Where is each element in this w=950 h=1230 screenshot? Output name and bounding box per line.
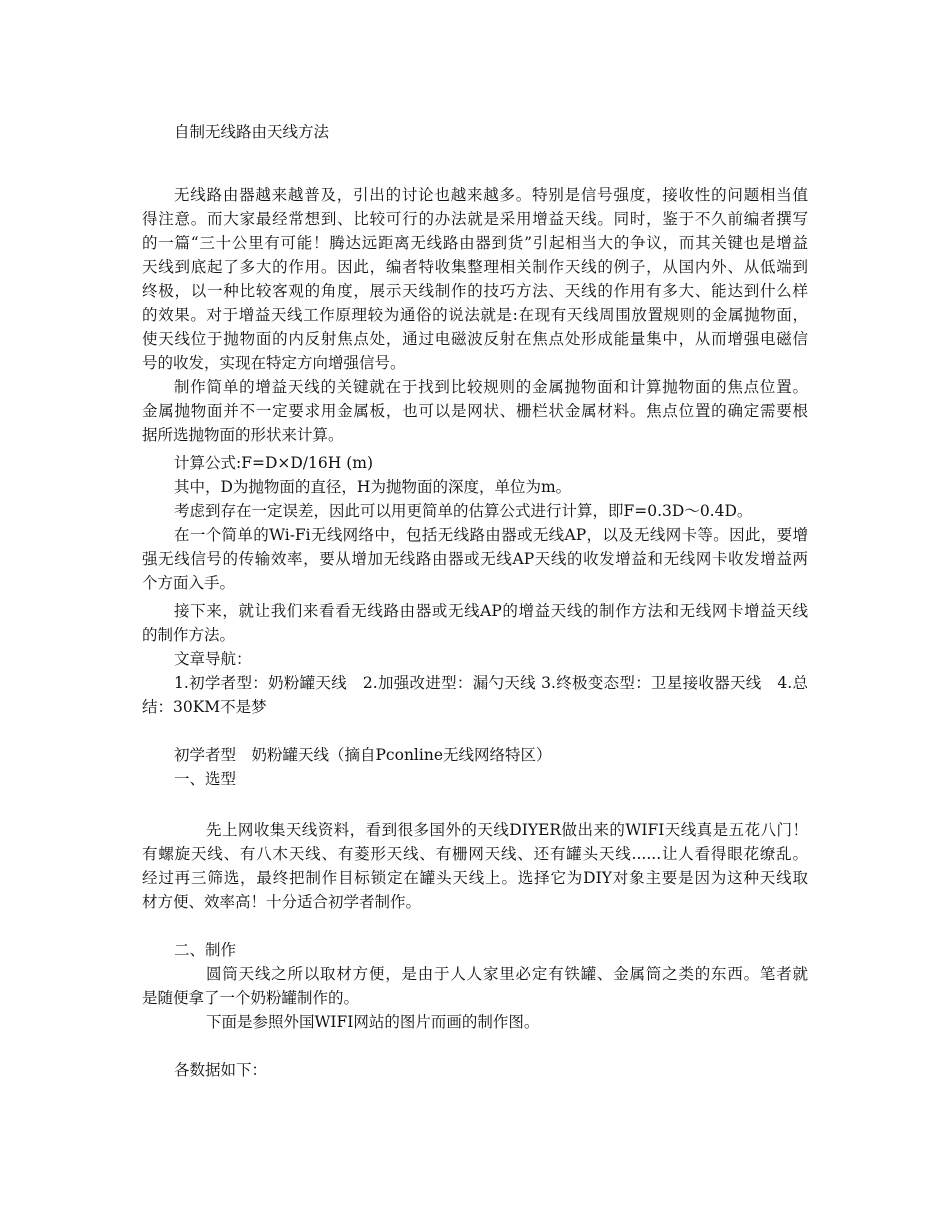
intro-line: 使天线位于抛物面的内反射焦点处，通过电磁波反射在焦点处形成能量集中，从而增强电磁信 — [142, 330, 808, 348]
paragraph-line: 有螺旋天线、有八木天线、有菱形天线、有栅网天线、还有罐头天线......让人看得眼花缭乱。 — [142, 845, 808, 863]
paragraph-line: 是随便拿了一个奶粉罐制作的。 — [142, 989, 360, 1007]
paragraph-line: 个方面入手。 — [142, 574, 236, 592]
paragraph-line: 金属抛物面并不一定要求用金属板，也可以是网状、栅栏状金属材料。焦点位置的确定需要根 — [142, 402, 808, 420]
section-subtitle: 一、选型 — [174, 770, 237, 788]
paragraph-line: 接下来，就让我们来看看无线路由器或无线AP的增益天线的制作方法和无线网卡增益天线 — [174, 602, 808, 620]
nav-title: 文章导航： — [174, 650, 252, 668]
nav-line: 结：30KM不是梦 — [142, 698, 267, 716]
paragraph-line: 先上网收集天线资料，看到很多国外的天线DIYER做出来的WIFI天线真是五花八门！ — [206, 821, 808, 839]
intro-line: 终极，以一种比较客观的角度，展示天线制作的技巧方法、天线的作用有多大、能达到什么样 — [142, 282, 808, 300]
data-heading: 各数据如下： — [174, 1061, 268, 1079]
estimate-text: 考虑到存在一定误差，因此可以用更简单的估算公式进行计算，即F=0.3D～0.4D。 — [174, 502, 753, 520]
document-title: 自制无线路由天线方法 — [174, 123, 330, 141]
paragraph-line: 经过再三筛选，最终把制作目标锁定在罐头天线上。选择它为DIY对象主要是因为这种天线取 — [142, 869, 808, 887]
intro-line: 得注意。而大家最经常想到、比较可行的办法就是采用增益天线。同时，鉴于不久前编者撰写 — [142, 210, 808, 228]
make-reference: 下面是参照外国WIFI网站的图片而画的制作图。 — [206, 1013, 540, 1031]
nav-line: 1.初学者型：奶粉罐天线 2.加强改进型：漏勺天线 3.终极变态型：卫星接收器天线 4.总 — [174, 674, 808, 692]
formula-note: 其中，D为抛物面的直径，H为抛物面的深度，单位为m。 — [174, 478, 572, 496]
intro-line: 号的收发，实现在特定方向增强信号。 — [142, 354, 406, 372]
section-title: 初学者型 奶粉罐天线（摘自Pconline无线网络特区） — [174, 746, 552, 764]
intro-line: 的效果。对于增益天线工作原理较为通俗的说法就是:在现有天线周围放置规则的金属抛物面， — [142, 306, 808, 324]
intro-line: 天线到底起了多大的作用。因此，编者特收集整理相关制作天线的例子，从国内外、从低端到 — [142, 258, 808, 276]
paragraph-line: 的制作方法。 — [142, 626, 236, 644]
paragraph-line: 材方便、效率高！十分适合初学者制作。 — [142, 893, 422, 911]
section-title: 二、制作 — [174, 941, 237, 959]
formula-text: 计算公式:F=D×D/16H (m) — [174, 454, 373, 472]
paragraph-line: 在一个简单的Wi-Fi无线网络中，包括无线路由器或无线AP，以及无线网卡等。因此，要增 — [174, 526, 808, 544]
intro-line: 无线路由器越来越普及，引出的讨论也越来越多。特别是信号强度，接收性的问题相当值 — [174, 186, 808, 204]
paragraph-line: 强无线信号的传输效率，要从增加无线路由器或无线AP天线的收发增益和无线网卡收发增益两 — [142, 550, 808, 568]
paragraph-line: 圆筒天线之所以取材方便，是由于人人家里必定有铁罐、金属筒之类的东西。笔者就 — [206, 965, 808, 983]
paragraph-line: 制作简单的增益天线的关键就在于找到比较规则的金属抛物面和计算抛物面的焦点位置。 — [174, 378, 808, 396]
paragraph-line: 据所选抛物面的形状来计算。 — [142, 426, 344, 444]
intro-line: 的一篇“三十公里有可能！腾达远距离无线路由器到货”引起相当大的争议，而其关键也是增益 — [142, 234, 808, 252]
